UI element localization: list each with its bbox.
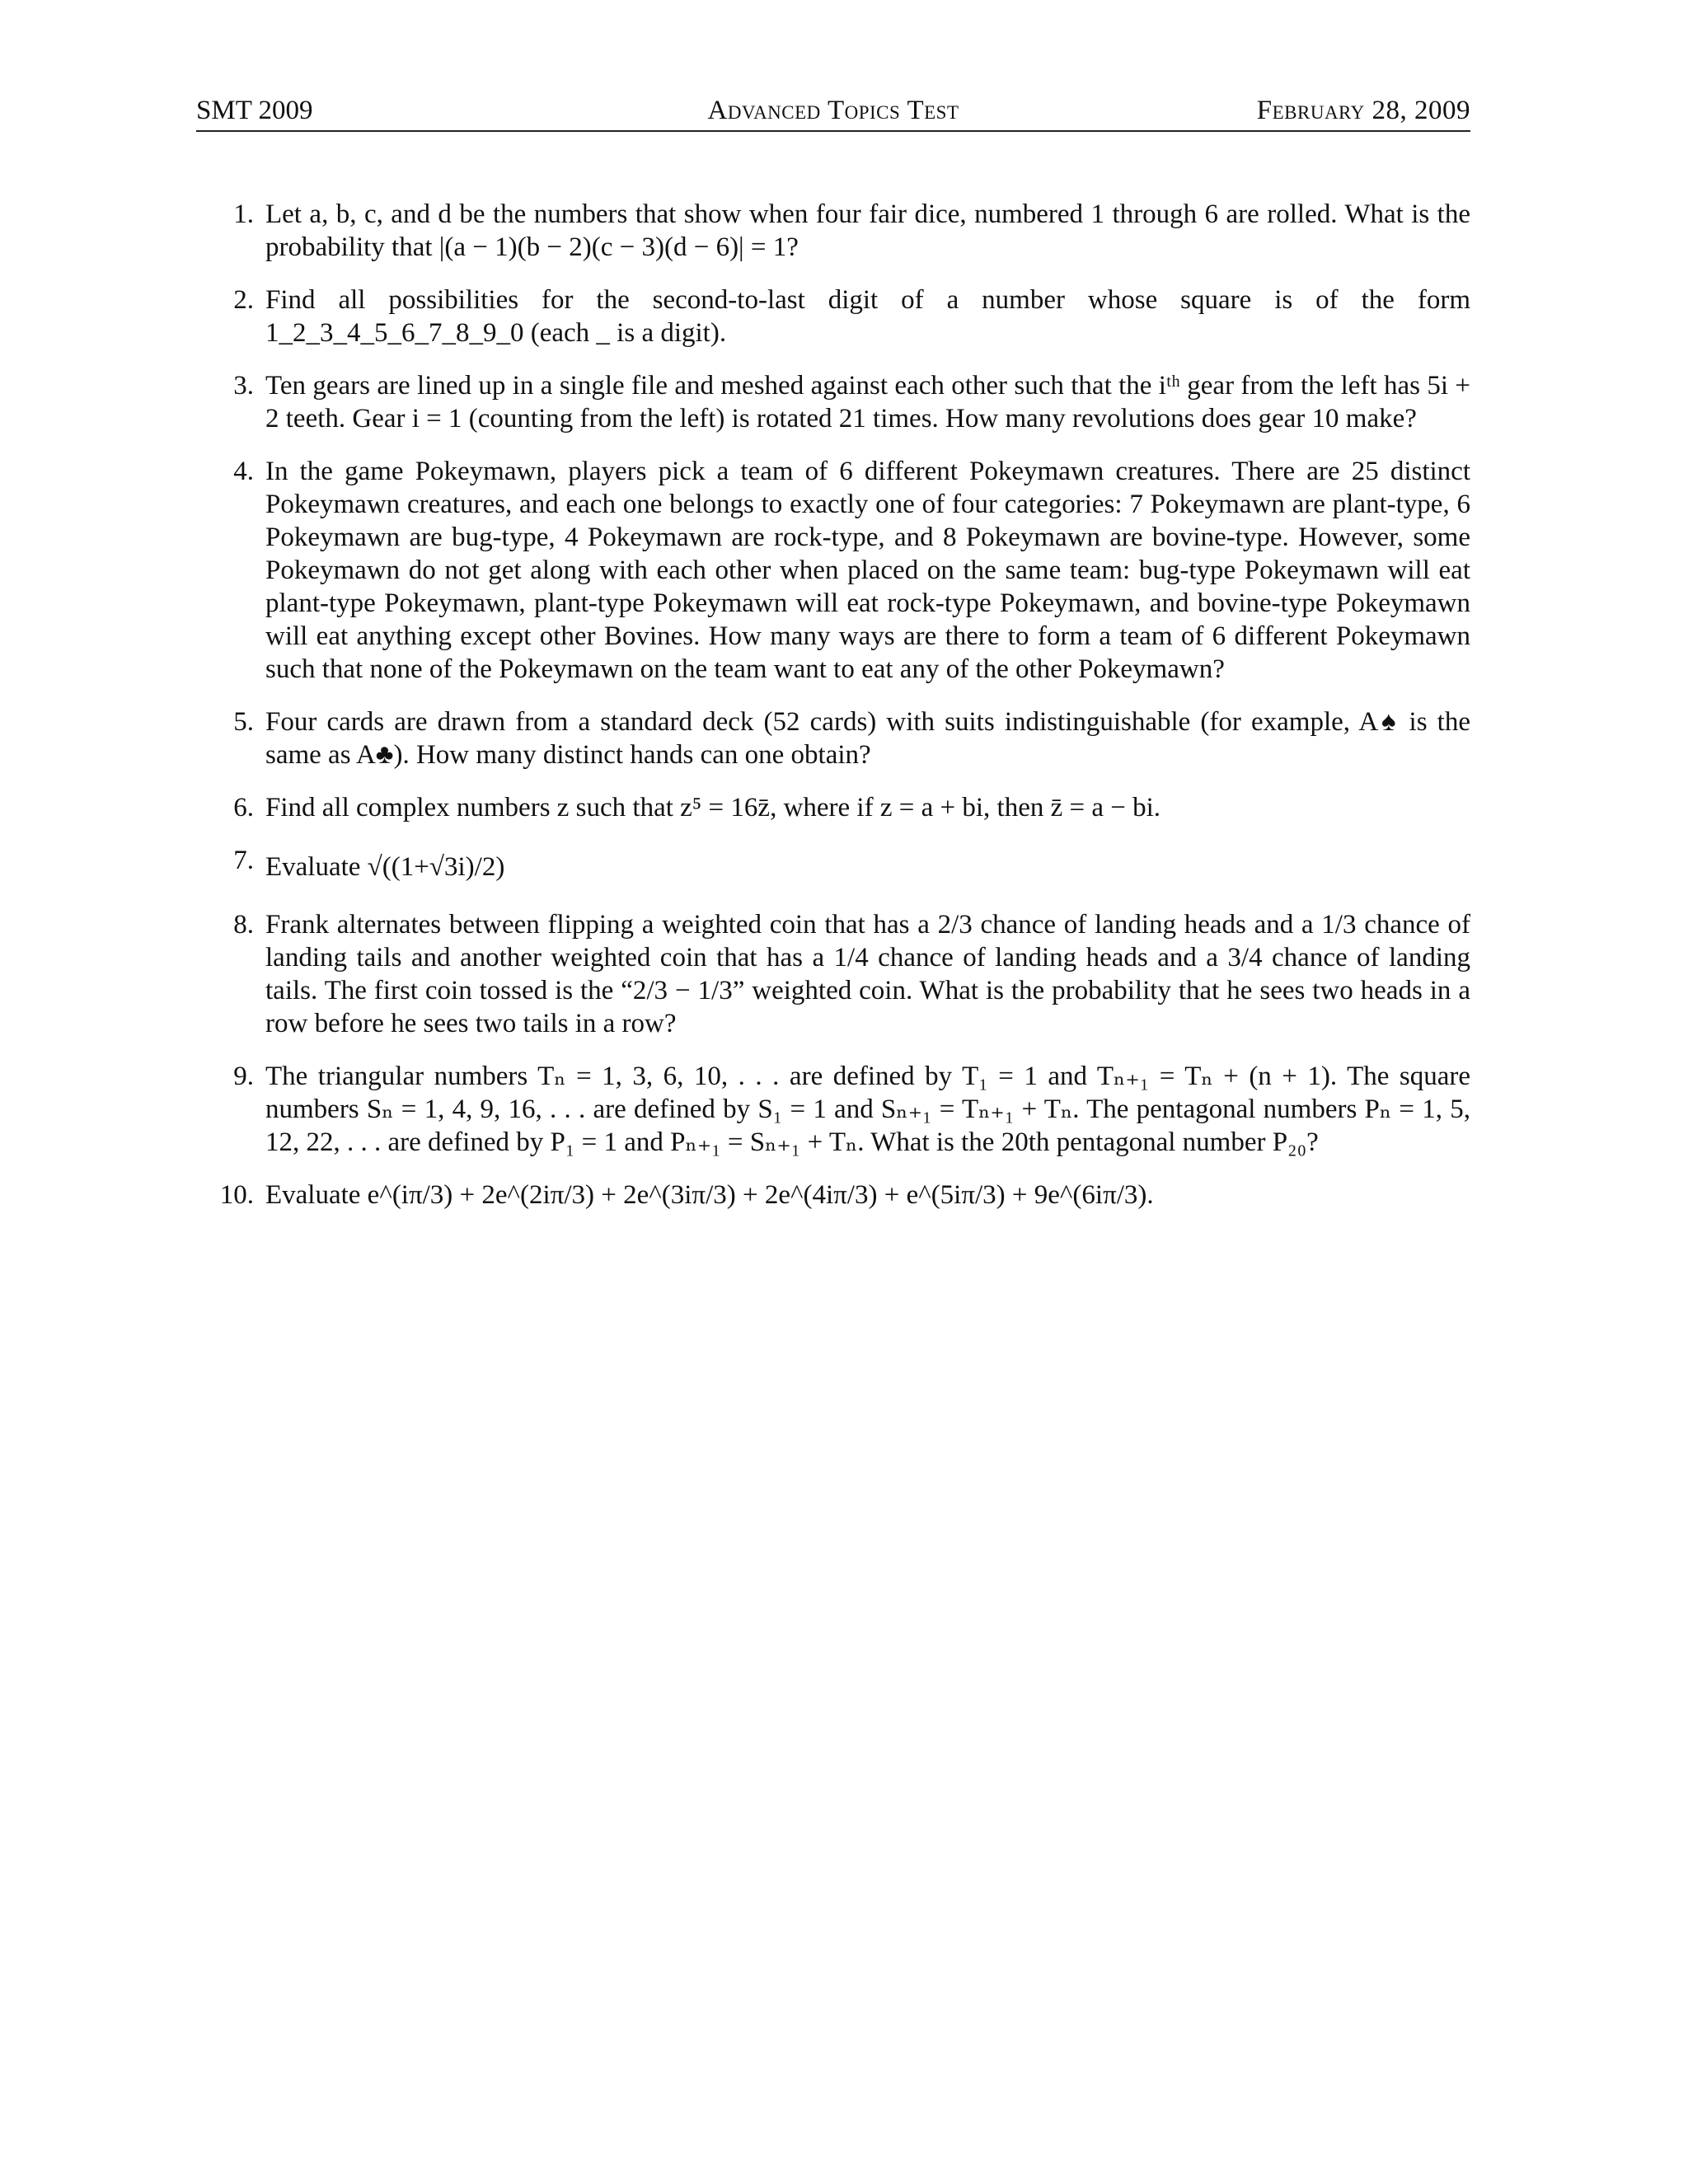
problem-text: Four cards are drawn from a standard deck (52 cards) with suits indistinguishable (for example, A♠ is the same as A♣). How many distinct hands can one obtain? bbox=[265, 707, 1470, 770]
problem-number: 3. bbox=[233, 371, 254, 401]
problem-10 bbox=[196, 1179, 1470, 1212]
problem-8 bbox=[196, 908, 1470, 1040]
problem-1 bbox=[196, 198, 1470, 264]
problem-number: 6. bbox=[233, 793, 254, 823]
problem-text: In the game Pokeymawn, players pick a team of 6 different Pokeymawn creatures. There are 25 distinct Pokeymawn creatures, and each one belongs to exactly one of four categories: 7 Pokeymawn are plant-type, 6 Pokeymawn are bug-type, 4 Pokeymawn are rock-type, and 8 Pokeymawn are bovine-type. However, some Pokeymawn do not get along with each other when placed on the same team: bug-type Pokeymawn will eat plant-type Pokeymawn, plant-type Pokeymawn will eat rock-type Pokeymawn, and bovine-type Pokeymawn will eat anything except other Bovines. How many ways are there to form a team of 6 different Pokeymawn such that none of the Pokeymawn on the team want to eat any of the other Pokeymawn? bbox=[265, 457, 1470, 684]
problem-9 bbox=[196, 1060, 1470, 1159]
problem-text: Find all complex numbers z such that z⁵ = 16z̄, where if z = a + bi, then z̄ = a − bi. bbox=[265, 793, 1161, 823]
header-title: Advanced Topics Test bbox=[707, 96, 959, 125]
problem-number: 8. bbox=[233, 910, 254, 940]
problem-number: 2. bbox=[233, 285, 254, 315]
problem-text: Ten gears are lined up in a single file and meshed against each other such that the iᵗʰ gear from the left has 5i + 2 teeth. Gear i = 1 (counting from the left) is rotated 21 times. How many revolutions does gear 10 make? bbox=[265, 371, 1470, 434]
problem-5 bbox=[196, 705, 1470, 771]
problem-text: Let a, b, c, and d be the numbers that show when four fair dice, numbered 1 through 6 are rolled. What is the probability that |(a − 1)(b − 2)(c − 3)(d − 6)| = 1? bbox=[265, 199, 1470, 262]
problem-number: 10. bbox=[219, 1180, 254, 1210]
page-header bbox=[196, 89, 1470, 132]
problem-text: Evaluate e^(iπ/3) + 2e^(2iπ/3) + 2e^(3iπ/3) + 2e^(4iπ/3) + e^(5iπ/3) + 9e^(6iπ/3). bbox=[265, 1180, 1154, 1210]
problem-text: Frank alternates between flipping a weighted coin that has a 2/3 chance of landing heads and a 1/3 chance of landing tails and another weighted coin that has a 1/4 chance of landing heads and a 3/4 chance of landing tails. The first coin tossed is the “2/3 − 1/3” weighted coin. What is the probability that he sees two heads in a row before he sees two tails in a row? bbox=[265, 910, 1470, 1038]
problem-number: 9. bbox=[233, 1062, 254, 1091]
problem-text: Evaluate √((1+√3i)/2) bbox=[265, 852, 505, 882]
problem-number: 5. bbox=[233, 707, 254, 737]
problem-number: 1. bbox=[233, 199, 254, 229]
problem-4 bbox=[196, 455, 1470, 686]
problem-7 bbox=[196, 844, 1470, 890]
header-contest: SMT 2009 bbox=[196, 96, 313, 125]
problem-list bbox=[196, 198, 1470, 1231]
problem-number: 4. bbox=[233, 457, 254, 486]
problem-text: Find all possibilities for the second-to-last digit of a number whose square is of the form 1_2_3_4_5_6_7_8_9_0 (each _ is a digit). bbox=[265, 285, 1470, 348]
problem-number: 7. bbox=[233, 846, 254, 875]
problem-3 bbox=[196, 369, 1470, 435]
problem-2 bbox=[196, 284, 1470, 349]
problem-text: The triangular numbers Tₙ = 1, 3, 6, 10, . . . are defined by T₁ = 1 and Tₙ₊₁ = Tₙ + (n + 1). The square numbers Sₙ = 1, 4, 9, 16, . . . are defined by S₁ = 1 and Sₙ₊₁ = Tₙ₊₁ + Tₙ. The pentagonal numbers Pₙ = 1, 5, 12, 22, . . . are defined by P₁ = 1 and Pₙ₊₁ = Sₙ₊₁ + Tₙ. What is the 20th pentagonal number P₂₀? bbox=[265, 1062, 1470, 1157]
header-date: February 28, 2009 bbox=[1256, 96, 1470, 125]
problem-6 bbox=[196, 791, 1470, 824]
